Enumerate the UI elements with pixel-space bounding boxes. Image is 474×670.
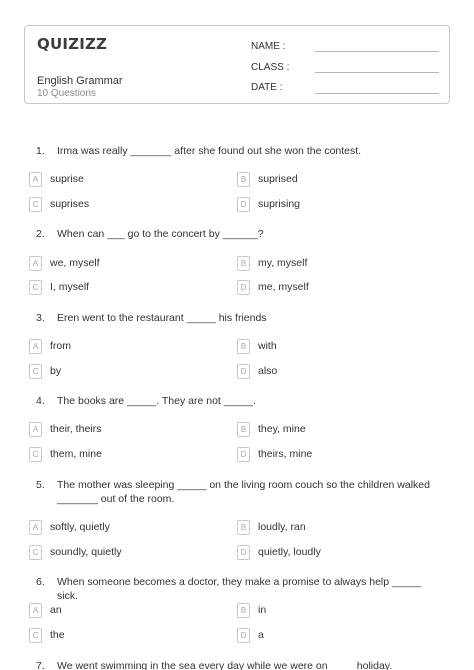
option-text: the [50,629,65,641]
option-letter: D [237,628,250,643]
option-letter: B [237,422,250,437]
option-letter: C [29,364,42,379]
option-letter: A [29,172,42,187]
class-label: CLASS : [251,62,290,73]
option-text: with [258,340,277,352]
option-letter: D [237,280,250,295]
worksheet-title: English Grammar [37,75,123,87]
question-number: 2. [36,228,45,240]
question-text: The books are _____. They are not _____. [57,395,256,407]
option-letter: C [29,628,42,643]
option-letter: D [237,545,250,560]
option-text: them, mine [50,448,102,460]
name-line[interactable] [315,51,439,52]
option-letter: A [29,256,42,271]
option-letter: A [29,339,42,354]
option-letter: B [237,172,250,187]
option-letter: A [29,422,42,437]
option-text: my, myself [258,257,308,269]
option-letter: B [237,256,250,271]
option-text: quietly, loudly [258,546,321,558]
option-text: in [258,604,267,616]
option-letter: C [29,280,42,295]
option-text: I, myself [50,281,90,293]
option-text: suprises [50,198,90,210]
question-text: We went swimming in the sea every day while we were on ____ holiday. [57,660,393,670]
question-text: The mother was sleeping _____ on the living room couch so the children walked _______ out of the room. [57,479,430,505]
option-text: suprising [258,198,301,210]
option-text: an [50,604,62,616]
option-text: they, mine [258,423,306,435]
option-text: soundly, quietly [50,546,122,558]
question-number: 4. [36,395,45,407]
option-letter: B [237,603,250,618]
question-number: 3. [36,312,45,324]
option-letter: D [237,364,250,379]
option-letter: B [237,339,250,354]
option-text: loudly, ran [258,521,306,533]
option-text: theirs, mine [258,448,313,460]
option-text: a [258,629,264,641]
option-letter: B [237,520,250,535]
option-letter: A [29,520,42,535]
question-text: Irma was really _______ after she found out she won the contest. [57,145,362,157]
option-letter: C [29,545,42,560]
option-text: from [50,340,71,352]
name-label: NAME : [251,41,286,52]
option-letter: C [29,197,42,212]
question-number: 1. [36,145,45,157]
date-label: DATE : [251,82,283,93]
question-number: 6. [36,576,45,588]
question-count: 10 Questions [37,88,96,99]
option-text: suprise [50,173,84,185]
option-text: their, theirs [50,423,102,435]
option-text: suprised [258,173,298,185]
date-line[interactable] [315,93,439,94]
option-text: we, myself [50,257,100,269]
question-text: When can ___ go to the concert by ______? [57,228,264,240]
option-letter: D [237,447,250,462]
option-letter: C [29,447,42,462]
class-line[interactable] [315,72,439,73]
worksheet-header [24,25,450,104]
option-text: also [258,365,278,377]
option-text: me, myself [258,281,309,293]
option-letter: A [29,603,42,618]
question-text: When someone becomes a doctor, they make a promise to always help _____ sick. [57,576,422,602]
option-letter: D [237,197,250,212]
option-text: softly, quietly [50,521,110,533]
question-number: 5. [36,479,45,491]
question-number: 7. [36,660,45,670]
option-text: by [50,365,62,377]
quizizz-logo: QUIZIZZ [37,35,108,53]
question-text: Eren went to the restaurant _____ his friends [57,312,267,324]
